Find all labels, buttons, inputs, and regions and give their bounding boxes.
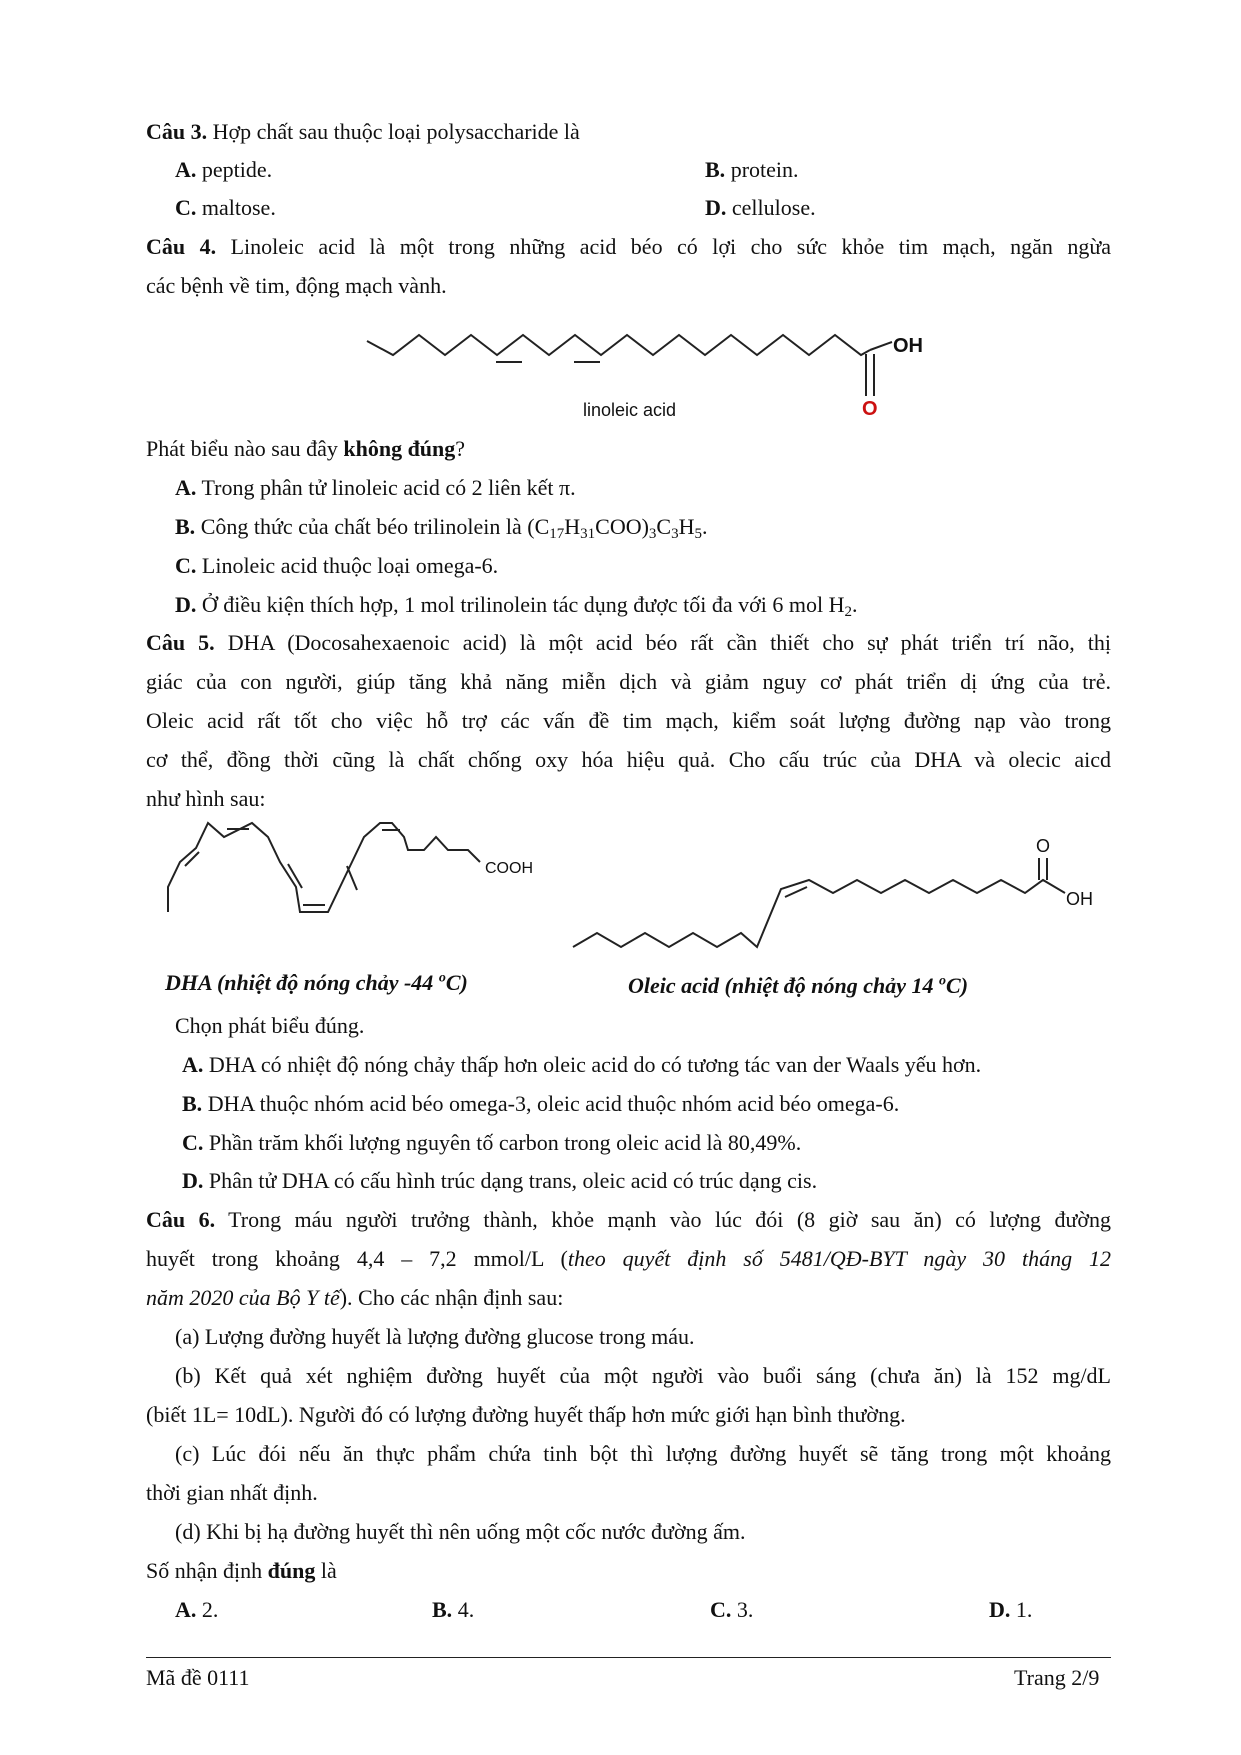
- q5-line5: như hình sau:: [146, 786, 266, 811]
- option-key: D.: [705, 195, 727, 220]
- option-text: 1.: [1015, 1597, 1033, 1622]
- option-key: D.: [989, 1597, 1011, 1622]
- option-key: C.: [175, 195, 197, 220]
- q6-line2: [146, 1244, 1111, 1274]
- q4-text: Linoleic acid là một trong những acid béo có lợi cho sức khỏe tim mạch, ngăn ngừa: [230, 234, 1112, 259]
- option-text: .: [851, 592, 858, 617]
- q6-text: huyết trong khoảng 4,4 – 7,2 mmol/L (: [146, 1246, 568, 1271]
- q5-option-d[interactable]: [182, 1166, 817, 1196]
- option-key: A.: [175, 1597, 197, 1622]
- option-text: Trong phân tử linoleic acid có 2 liên kết π.: [201, 475, 576, 500]
- prompt-emphasis: đúng: [267, 1558, 316, 1583]
- formula-part: H: [564, 514, 581, 539]
- caption-text: C): [445, 970, 468, 995]
- option-text: 4.: [457, 1597, 475, 1622]
- q6-citation: theo quyết định số 5481/QĐ-BYT ngày 30 tháng 12: [567, 1246, 1112, 1271]
- q5-prompt: Chọn phát biểu đúng.: [175, 1013, 365, 1038]
- q6-option-a[interactable]: [175, 1595, 218, 1625]
- q6-text: Trong máu người trưởng thành, khỏe mạnh vào lúc đói (8 giờ sau ăn) có lượng đường: [228, 1207, 1111, 1232]
- formula-part: COO): [595, 514, 649, 539]
- oh-label: OH: [893, 335, 923, 357]
- figure-caption: linoleic acid: [583, 400, 677, 420]
- subscript: 31: [580, 526, 596, 542]
- dha-caption: [165, 970, 468, 996]
- q5-option-c[interactable]: [182, 1128, 801, 1158]
- option-text: Ở điều kiện thích hợp, 1 mol trilinolein tác dụng được tối đa với 6 mol H: [201, 592, 845, 617]
- option-text: peptide.: [201, 157, 273, 182]
- q6-statement-b-cont: (biết 1L= 10dL). Người đó có lượng đường huyết thấp hơn mức giới hạn bình thường.: [146, 1402, 906, 1427]
- option-text: DHA có nhiệt độ nóng chảy thấp hơn oleic acid do có tương tác van der Waals yếu hơn.: [208, 1052, 982, 1077]
- q6-line1: [146, 1205, 1111, 1235]
- prompt-text: là: [315, 1558, 337, 1583]
- option-text: cellulose.: [731, 195, 816, 220]
- page-number: Trang 2/9: [1014, 1665, 1100, 1690]
- q6-option-b[interactable]: [432, 1595, 474, 1625]
- q6-citation: năm 2020 của Bộ Y tế: [146, 1285, 340, 1310]
- option-text: Phần trăm khối lượng nguyên tố carbon trong oleic acid là 80,49%.: [208, 1130, 802, 1155]
- option-key: B.: [432, 1597, 453, 1622]
- caption-text: Oleic acid (nhiệt độ nóng chảy 14: [628, 973, 940, 998]
- option-text: Công thức của chất béo trilinolein là (C: [200, 514, 550, 539]
- option-key: D.: [182, 1168, 204, 1193]
- q5-line3: Oleic acid rất tốt cho việc hỗ trợ các vấn đề tim mạch, kiểm soát lượng đường nạp vào trong: [146, 708, 1111, 733]
- subscript: 5: [694, 526, 702, 542]
- option-key: B.: [175, 514, 196, 539]
- prompt-text: Số nhận định: [146, 1558, 268, 1583]
- option-text: DHA thuộc nhóm acid béo omega-3, oleic acid thuộc nhóm acid béo omega-6.: [207, 1091, 900, 1116]
- q6-label: Câu 6.: [146, 1207, 216, 1232]
- option-key: A.: [182, 1052, 204, 1077]
- option-key: C.: [710, 1597, 732, 1622]
- prompt-emphasis: không đúng: [343, 436, 456, 461]
- q5-option-b[interactable]: [182, 1089, 899, 1119]
- option-key: A.: [175, 157, 197, 182]
- q3-text: Hợp chất sau thuộc loại polysaccharide là: [212, 119, 580, 144]
- q6-line3: [146, 1283, 563, 1313]
- subscript: 3: [671, 526, 679, 542]
- formula-part: .: [702, 514, 708, 539]
- q5-text: DHA (Docosahexaenoic acid) là một acid béo rất cần thiết cho sự phát triển trí não, thị: [227, 630, 1112, 655]
- prompt-text: ?: [455, 436, 466, 461]
- q5-label: Câu 5.: [146, 630, 215, 655]
- q6-statement-a: (a) Lượng đường huyết là lượng đường glucose trong máu.: [175, 1324, 695, 1349]
- q4-label: Câu 4.: [146, 234, 217, 259]
- q6-statement-c-cont: thời gian nhất định.: [146, 1480, 318, 1505]
- formula-part: C: [656, 514, 672, 539]
- option-text: Linoleic acid thuộc loại omega-6.: [201, 553, 499, 578]
- caption-text: C): [946, 973, 969, 998]
- degree-sup: o: [438, 970, 446, 986]
- option-text: protein.: [730, 157, 799, 182]
- subscript: 2: [844, 604, 852, 620]
- option-key: B.: [182, 1091, 203, 1116]
- subscript: 3: [648, 526, 657, 542]
- prompt-text: Phát biểu nào sau đây: [146, 436, 344, 461]
- caption-text: DHA (nhiệt độ nóng chảy -44: [165, 970, 439, 995]
- option-text: 2.: [201, 1597, 219, 1622]
- option-text: maltose.: [201, 195, 276, 220]
- option-key: B.: [705, 157, 726, 182]
- exam-code: Mã đề 0111: [146, 1665, 250, 1690]
- q6-statement-d: (d) Khi bị hạ đường huyết thì nên uống một cốc nước đường ấm.: [175, 1519, 746, 1544]
- option-key: A.: [175, 475, 197, 500]
- option-key: C.: [175, 553, 197, 578]
- q6-statement-b: (b) Kết quả xét nghiệm đường huyết của một người vào buổi sáng (chưa ăn) là 152 mg/dL: [175, 1363, 1111, 1388]
- q5-option-a[interactable]: [182, 1050, 981, 1080]
- o-label: O: [862, 398, 878, 420]
- option-text: 3.: [736, 1597, 754, 1622]
- q6-statement-c: (c) Lúc đói nếu ăn thực phẩm chứa tinh bột thì lượng đường huyết sẽ tăng trong một khoảng: [175, 1441, 1111, 1466]
- option-key: C.: [182, 1130, 204, 1155]
- footer-divider: [146, 1657, 1111, 1658]
- option-text: Phân tử DHA có cấu hình trúc dạng trans, oleic acid có trúc dạng cis.: [208, 1168, 818, 1193]
- q5-line4: cơ thể, đồng thời cũng là chất chống oxy hóa hiệu quả. Cho cấu trúc của DHA và olecic aicd: [146, 747, 1111, 772]
- oh-label: OH: [1066, 889, 1093, 909]
- o-label: O: [1036, 836, 1051, 856]
- q5-line2: giác của con người, giúp tăng khả năng miễn dịch và giảm nguy cơ phát triển dị ứng của trẻ.: [146, 669, 1111, 694]
- cooh-label: COOH: [485, 860, 533, 877]
- q6-prompt: [146, 1556, 337, 1586]
- q6-text: ). Cho các nhận định sau:: [339, 1285, 564, 1310]
- q6-option-d[interactable]: [989, 1595, 1032, 1625]
- q6-option-c[interactable]: [710, 1595, 753, 1625]
- oleic-caption: [628, 973, 968, 999]
- q4-stem-line2: các bệnh về tim, động mạch vành.: [146, 273, 447, 298]
- option-key: D.: [175, 592, 197, 617]
- subscript: 17: [549, 526, 565, 542]
- formula-part: H: [678, 514, 695, 539]
- q3-label: Câu 3.: [146, 119, 208, 144]
- degree-sup: o: [939, 973, 947, 989]
